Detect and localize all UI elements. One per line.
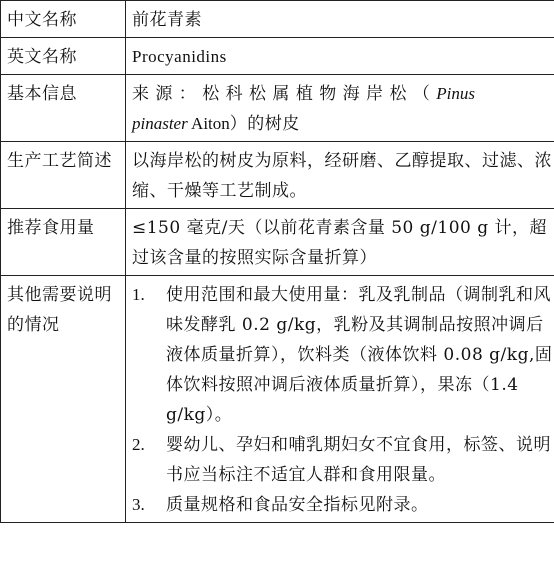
note-number: 2. [132,435,145,454]
value-basic-info [126,75,554,142]
latin-species: pinaster [132,114,188,133]
list-item [132,430,554,490]
label-name-en: 英文名称 [1,38,126,75]
note-number: 1. [132,285,145,304]
source-prefix: 来 源 ： 松 科 松 属 植 物 海 岸 松 （ [132,84,437,104]
table-row-intake [1,209,554,276]
table-row-process [1,142,554,209]
note-text: 质量规格和食品安全指标见附录。 [166,495,429,515]
label-basic-info: 基本信息 [1,75,126,142]
label-process: 生产工艺简述 [1,142,126,209]
value-name-cn: 前花青素 [126,1,554,38]
notes-list [132,280,554,520]
value-notes [126,276,554,523]
table-row-name-cn [1,1,554,38]
table-row-name-en [1,38,554,75]
table-row-basic-info [1,75,554,142]
label-name-cn: 中文名称 [1,1,126,38]
list-item [132,490,554,520]
latin-genus: Pinus [436,84,475,103]
label-intake: 推荐食用量 [1,209,126,276]
value-name-en: Procyanidins [126,38,554,75]
label-notes: 其他需要说明的情况 [1,276,126,523]
value-process: 以海岸松的树皮为原料，经研磨、乙醇提取、过滤、浓缩、干燥等工艺制成。 [126,142,554,209]
note-number: 3. [132,495,145,514]
note-text: 使用范围和最大使用量：乳及乳制品（调制乳和风味发酵乳 0.2 g/kg，乳粉及其调制品按照冲调后液体质量折算），饮料类（液体饮料 0.08 g/kg,固体饮料按照冲调后液体质量折算），果冻（1.4 g/kg）。 [166,285,553,425]
species-author: Aiton [187,114,230,133]
table-row-notes [1,276,554,523]
list-item [132,280,554,430]
value-intake: ≤150 毫克/天（以前花青素含量 50 g/100 g 计，超过该含量的按照实际含量折算） [126,209,554,276]
note-text: 婴幼儿、孕妇和哺乳期妇女不宜食用，标签、说明书应当标注不适宜人群和食用限量。 [166,435,551,485]
source-suffix: ）的树皮 [229,114,300,134]
